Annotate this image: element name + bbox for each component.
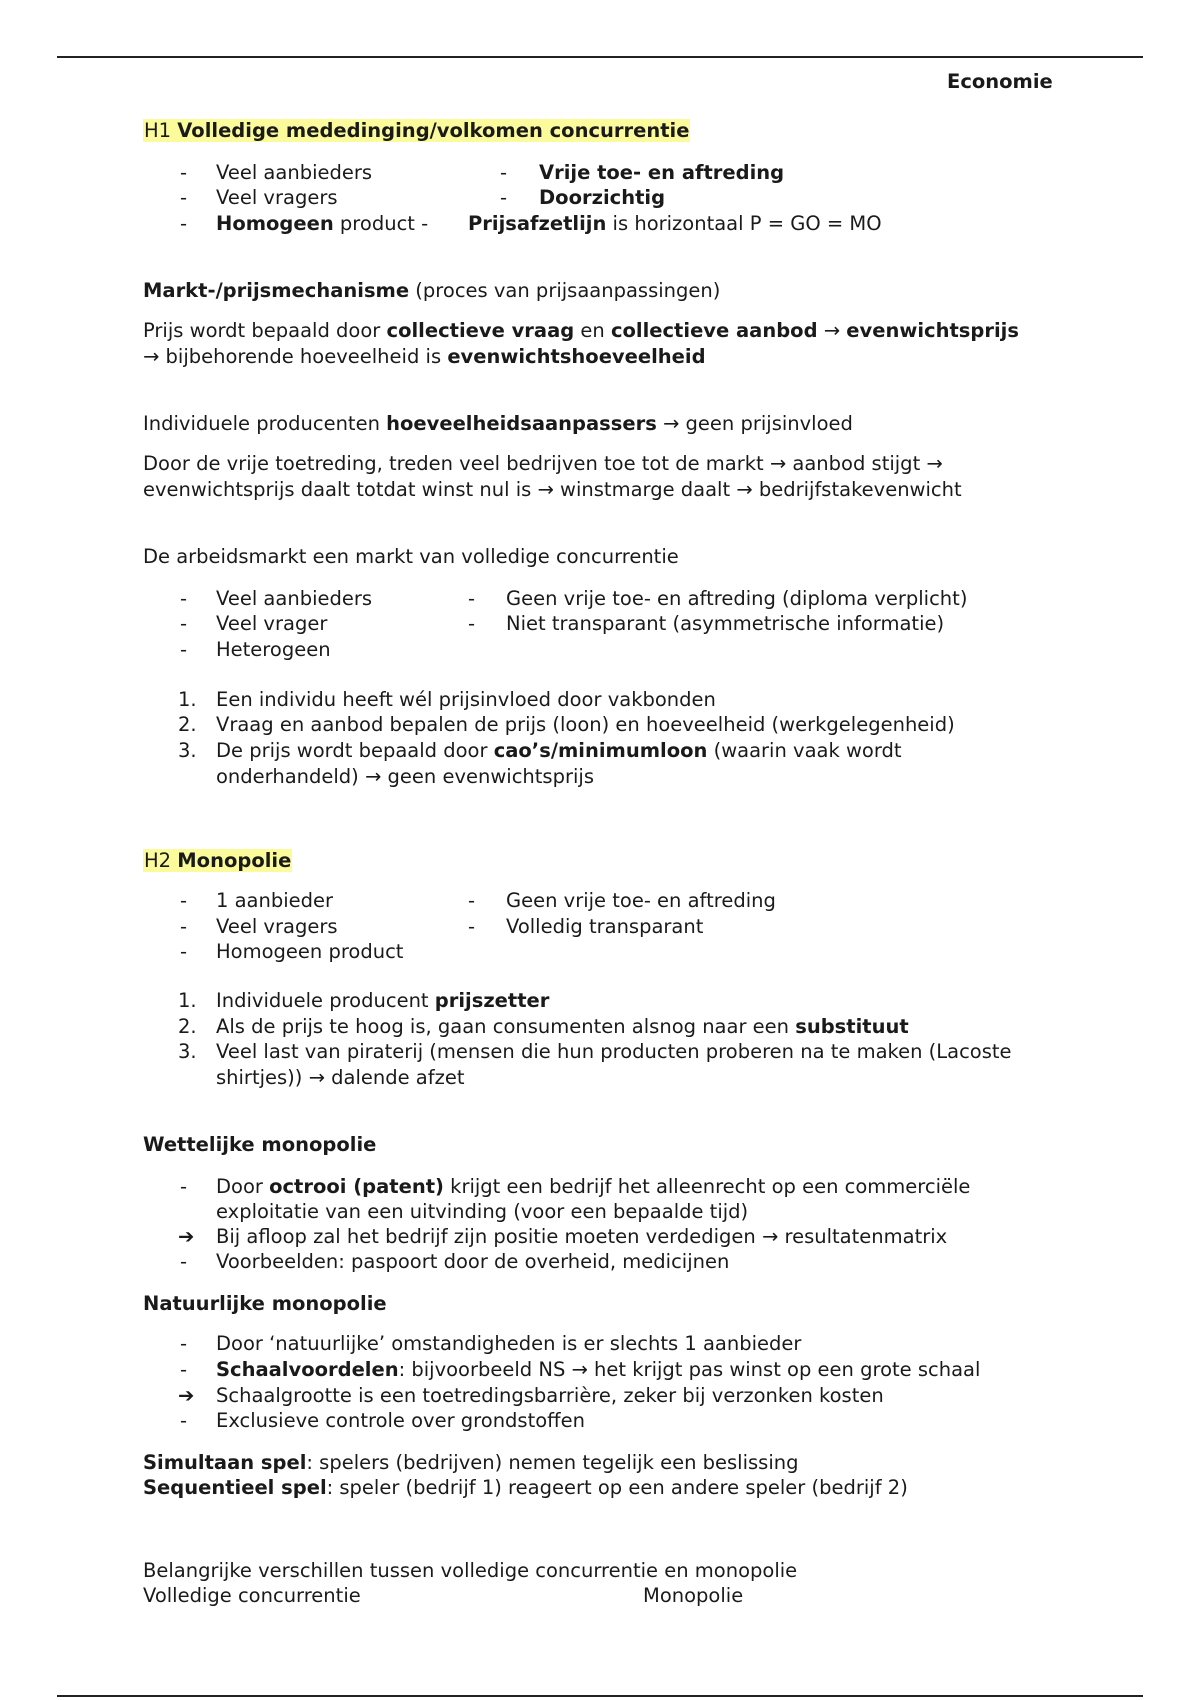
numbered-item: Veel last van piraterij (mensen die hun producten proberen na te maken (Lacoste (216, 1040, 1012, 1063)
paragraph-simultaan-spel: Simultaan spel: spelers (bedrijven) nemen tegelijk een beslissing (143, 1451, 799, 1474)
heading-h2: H2 Monopolie (144, 849, 292, 872)
numbered-item: De prijs wordt bepaald door cao’s/minimumloon (waarin vaak wordt (216, 739, 902, 762)
list-item: Heterogeen (216, 638, 331, 661)
arrow-icon: ➔ (178, 1225, 195, 1248)
page-header: Economie (947, 70, 1053, 93)
numbered-item-cont: shirtjes)) → dalende afzet (216, 1066, 465, 1089)
heading-wettelijke-monopolie: Wettelijke monopolie (143, 1133, 377, 1156)
paragraph-sequentieel-spel: Sequentieel spel: speler (bedrijf 1) reageert op een andere speler (bedrijf 2) (143, 1476, 908, 1499)
footer-rule (57, 1695, 1143, 1697)
list-item: Voorbeelden: paspoort door de overheid, medicijnen (216, 1250, 730, 1273)
list-item: Door octrooi (patent) krijgt een bedrijf het alleenrecht op een commerciële (216, 1175, 971, 1198)
list-item: Veel vragers (216, 186, 338, 209)
list-item: 1 aanbieder (216, 889, 334, 912)
paragraph-marktmechanisme: Markt-/prijsmechanisme (proces van prijsaanpassingen) (143, 279, 721, 302)
list-item: Geen vrije toe- en aftreding (diploma verplicht) (506, 587, 968, 610)
paragraph-prijs-line2: → bijbehorende hoeveelheid is evenwichtshoeveelheid (143, 345, 706, 368)
numbered-item: Een individu heeft wél prijsinvloed door vakbonden (216, 688, 716, 711)
numbered-item: Als de prijs te hoog is, gaan consumenten alsnog naar een substituut (216, 1015, 909, 1038)
list-item: Prijsafzetlijn is horizontaal P = GO = MO (468, 212, 882, 235)
paragraph-verschillen: Belangrijke verschillen tussen volledige concurrentie en monopolie (143, 1559, 798, 1582)
paragraph-toetreding-line2: evenwichtsprijs daalt totdat winst nul is → winstmarge daalt → bedrijfstakevenwicht (143, 478, 962, 501)
paragraph-prijs-line1: Prijs wordt bepaald door collectieve vraag en collectieve aanbod → evenwichtsprijs (143, 319, 1019, 342)
document-page: Economie H1 Volledige mededinging/volkomen concurrentie - Veel aanbieders - Vrije toe- en aftreding - Veel vragers - Doorzichtig - Homogeen product - Prijsafzetlijn is horizontaal P = GO = MO Markt-/prijsmechanisme (proces van prijsaanpassingen) Prijs wordt bepaald door collectieve vraag en collectieve aanbod → evenwichtsprijs → bijbehorende hoeveelheid is evenwichtshoeveelheid Individuele producenten hoeveelheidsaanpassers → geen prijsinvloed Door de vrije toetreding, treden veel bedrijven toe tot de markt → aanbod stijgt → evenwichtsprijs daalt totdat winst nul is → winstmarge daalt → bedrijfstakevenwicht De arbeidsmarkt een markt van volledige concurrentie - Veel aanbieders - Geen vrije toe- en aftreding (diploma verplicht) - Veel vrager - Niet transparant (asymmetrische informatie) - Heterogeen 1. Een individu heeft wél prijsinvloed door vakbonden 2. Vraag en aanbod bepalen de prijs (loon) en hoeveelheid (werkgelegenheid) 3. De prijs wordt bepaald door cao’s/minimumloon (waarin vaak wordt onderhandeld) → geen evenwichtsprijs H2 Monopolie - 1 aanbieder - Geen vrije toe- en aftreding - Veel vragers - Volledig transparant - Homogeen product 1. Individuele producent prijszetter 2. Als de prijs te hoog is, gaan consumenten alsnog naar een substituut 3. Veel last van piraterij (mensen die hun producten proberen na te maken (Lacoste shirtjes)) → dalende afzet Wettelijke monopolie - Door octrooi (patent) krijgt een bedrijf het alleenrecht op een commerciële exploitatie van een uitvinding (voor een bepaalde tijd) ➔ Bij afloop zal het bedrijf zijn positie moeten verdedigen → resultatenmatrix - Voorbeelden: paspoort door de overheid, medicijnen Natuurlijke monopolie - Door ‘natuurlijke’ omstandigheden is er slechts 1 aanbieder - Schaalvoordelen: bijvoorbeeld NS → het krijgt pas winst op een grote schaal ➔ Schaalgrootte is een toetredingsbarrière, zeker bij verzonken kosten - Exclusieve controle over grondstoffen Simultaan spel: spelers (bedrijven) nemen tegelijk een beslissing Sequentieel spel: speler (bedrijf 1) reageert op een andere speler (bedrijf 2) Belangrijke verschillen tussen volledige concurrentie en monopolie Volledige concurrentie Monopolie (0, 0, 1200, 1700)
list-item: Vrije toe- en aftreding (539, 161, 785, 184)
list-item: Volledig transparant (506, 915, 704, 938)
list-item: Niet transparant (asymmetrische informatie) (506, 612, 945, 635)
list-item: Exclusieve controle over grondstoffen (216, 1409, 585, 1432)
arrow-icon: ➔ (178, 1384, 195, 1407)
list-item: Bij afloop zal het bedrijf zijn positie moeten verdedigen → resultatenmatrix (216, 1225, 948, 1248)
paragraph-individuele-producenten: Individuele producenten hoeveelheidsaanpassers → geen prijsinvloed (143, 412, 853, 435)
numbered-item-cont: onderhandeld) → geen evenwichtsprijs (216, 765, 594, 788)
heading-natuurlijke-monopolie: Natuurlijke monopolie (143, 1292, 387, 1315)
column-header-volledige-concurrentie: Volledige concurrentie (143, 1584, 361, 1607)
header-rule (57, 56, 1143, 58)
list-item: Veel vragers (216, 915, 338, 938)
list-item: Veel aanbieders (216, 161, 373, 184)
column-header-monopolie: Monopolie (643, 1584, 744, 1607)
paragraph-toetreding-line1: Door de vrije toetreding, treden veel bedrijven toe tot de markt → aanbod stijgt → (143, 452, 943, 475)
paragraph-arbeidsmarkt: De arbeidsmarkt een markt van volledige concurrentie (143, 545, 679, 568)
list-item: Schaalvoordelen: bijvoorbeeld NS → het krijgt pas winst op een grote schaal (216, 1358, 981, 1381)
list-item: Homogeen product - (216, 212, 429, 235)
numbered-item: Individuele producent prijszetter (216, 989, 550, 1012)
list-item: Veel vrager (216, 612, 328, 635)
list-item: Doorzichtig (539, 186, 666, 209)
list-item: Veel aanbieders (216, 587, 373, 610)
numbered-item: Vraag en aanbod bepalen de prijs (loon) en hoeveelheid (werkgelegenheid) (216, 713, 955, 736)
list-item: Door ‘natuurlijke’ omstandigheden is er slechts 1 aanbieder (216, 1332, 802, 1355)
list-item: Homogeen product (216, 940, 404, 963)
list-item: Schaalgrootte is een toetredingsbarrière, zeker bij verzonken kosten (216, 1384, 884, 1407)
list-item: Geen vrije toe- en aftreding (506, 889, 776, 912)
list-item-cont: exploitatie van een uitvinding (voor een bepaalde tijd) (216, 1200, 749, 1223)
heading-h1: H1 Volledige mededinging/volkomen concurrentie (144, 119, 690, 142)
